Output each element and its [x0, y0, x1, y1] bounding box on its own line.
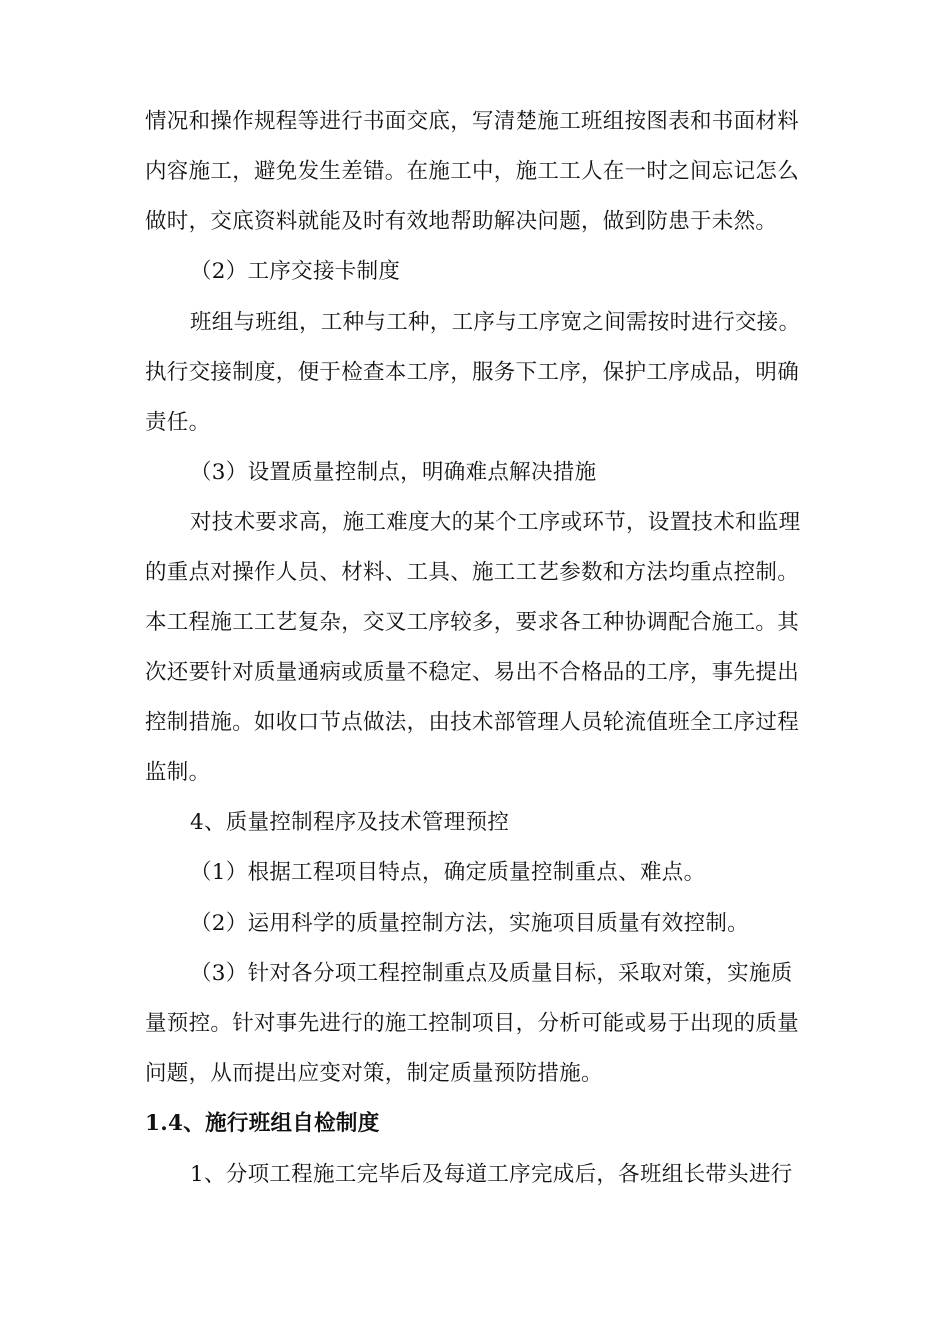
paragraph-line: 班组与班组，工种与工种，工序与工序宽之间需按时进行交接。 — [190, 310, 801, 335]
paragraph-line: 的重点对操作人员、材料、工具、施工工艺参数和方法均重点控制。 — [145, 560, 800, 585]
section-heading-4: 4、质量控制程序及技术管理预控 — [190, 810, 510, 835]
section-heading-1-4: 1.4、施行班组自检制度 — [145, 1111, 380, 1136]
list-item-3: （3）针对各分项工程控制重点及质量目标，采取对策，实施质 — [190, 961, 793, 986]
subheading-2: （2）工序交接卡制度 — [190, 259, 401, 284]
paragraph-line: 对技术要求高，施工难度大的某个工序或环节，设置技术和监理 — [190, 510, 801, 535]
list-item-2: （2）运用科学的质量控制方法，实施项目质量有效控制。 — [190, 911, 749, 936]
paragraph-line: 做时，交底资料就能及时有效地帮助解决问题，做到防患于未然。 — [145, 209, 778, 234]
paragraph-line: 情况和操作规程等进行书面交底，写清楚施工班组按图表和书面材料 — [145, 109, 800, 134]
paragraph-line: 监制。 — [145, 760, 211, 785]
paragraph-line: 责任。 — [145, 410, 211, 435]
subheading-3: （3）设置质量控制点，明确难点解决措施 — [190, 460, 597, 485]
paragraph-line: 控制措施。如收口节点做法，由技术部管理人员轮流值班全工序过程 — [145, 710, 800, 735]
paragraph-line: 次还要针对质量通病或质量不稳定、易出不合格品的工序，事先提出 — [145, 660, 800, 685]
paragraph-line: 问题，从而提出应变对策，制定质量预防措施。 — [145, 1061, 603, 1086]
paragraph-line: 1、分项工程施工完毕后及每道工序完成后，各班组长带头进行 — [190, 1162, 793, 1187]
paragraph-line: 执行交接制度，便于检查本工序，服务下工序，保护工序成品，明确 — [145, 360, 800, 385]
paragraph-line: 量预控。针对事先进行的施工控制项目，分析可能或易于出现的质量 — [145, 1011, 800, 1036]
paragraph-line: 内容施工，避免发生差错。在施工中，施工工人在一时之间忘记怎么 — [145, 159, 800, 184]
list-item-1: （1）根据工程项目特点，确定质量控制重点、难点。 — [190, 860, 706, 885]
paragraph-line: 本工程施工工艺复杂，交叉工序较多，要求各工种协调配合施工。其 — [145, 610, 800, 635]
